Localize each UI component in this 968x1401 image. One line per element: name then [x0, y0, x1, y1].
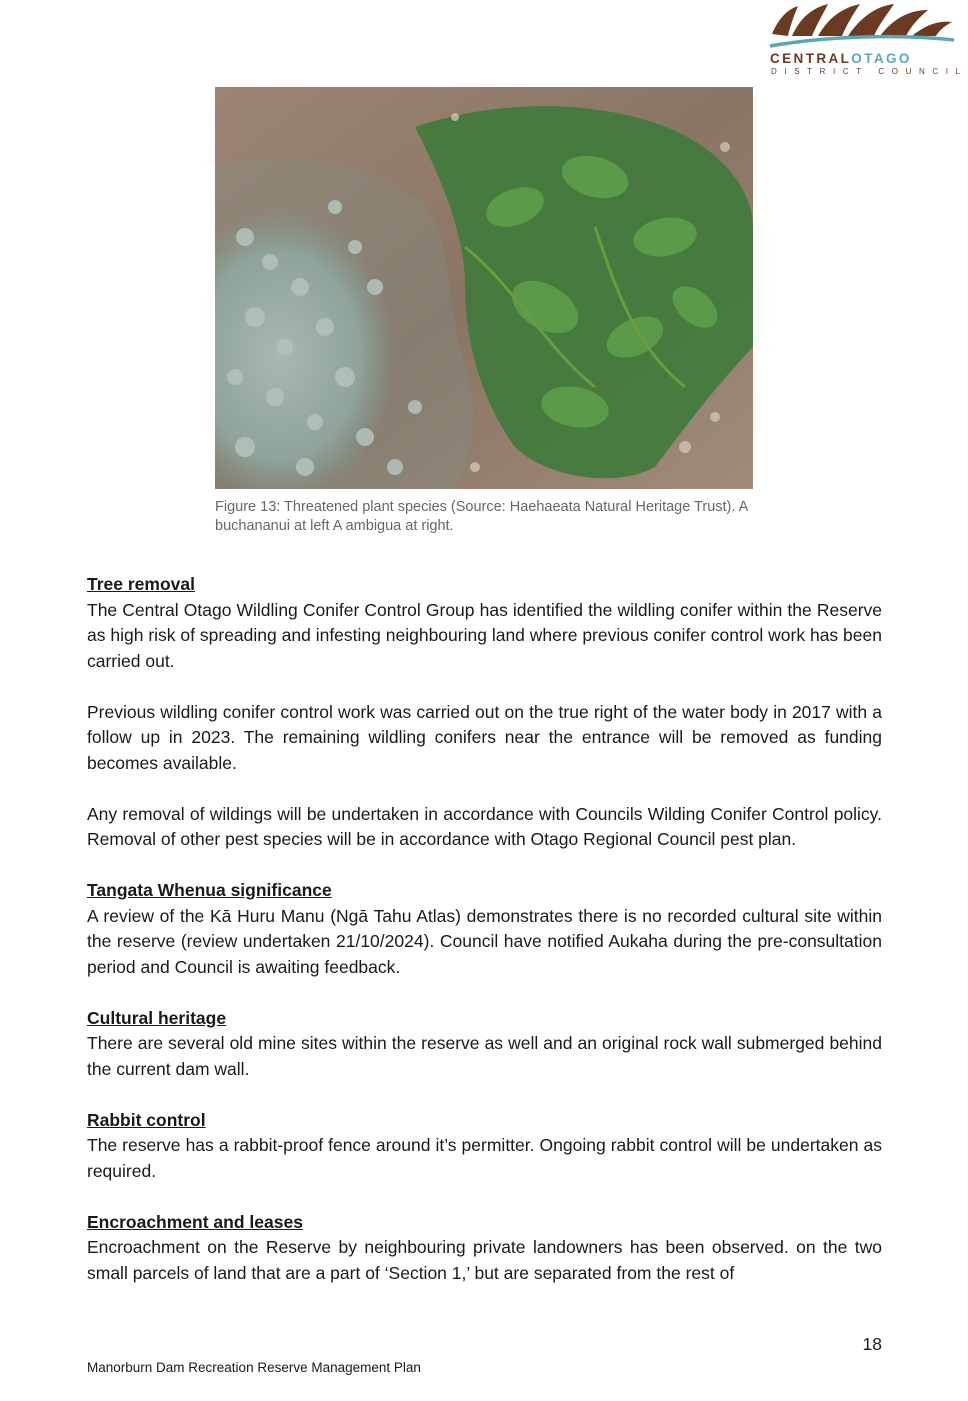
paragraph: Encroachment on the Reserve by neighbouring private landowners has been observed. on the two small parcels of land that are a part of ‘Section 1,’ but are separated from the rest of: [87, 1237, 882, 1283]
section-heading: Cultural heritage: [87, 1007, 227, 1028]
plants-photo-icon: [215, 87, 753, 489]
section-encroachment: [87, 1210, 882, 1287]
figure-caption: Figure 13: Threatened plant species (Source: Haehaeata Natural Heritage Trust). A buchananui at left A ambigua at right.: [215, 499, 748, 534]
paragraph: The Central Otago Wildling Conifer Control Group has identified the wildling conifer within the Reserve as high risk of spreading and infesting neighbouring land where previous conifer control work has been carried out.: [87, 599, 882, 671]
section-tree-removal: [87, 572, 882, 853]
section-heading: Encroachment and leases: [87, 1211, 303, 1232]
document-footer: Manorburn Dam Recreation Reserve Management Plan: [87, 1360, 421, 1375]
paragraph: There are several old mine sites within the reserve as well and an original rock wall submerged behind the current dam wall.: [87, 1033, 882, 1079]
council-logo: [768, 0, 968, 80]
page-number: 18: [862, 1334, 882, 1354]
paragraph: Any removal of wildings will be undertaken in accordance with Councils Wilding Conifer Control policy. Removal of other pest species will be in accordance with Otago Regional Council pest plan.: [87, 803, 882, 849]
paragraph: The reserve has a rabbit-proof fence around it’s permitter. Ongoing rabbit control will be undertaken as required.: [87, 1135, 882, 1181]
hills-logo-icon: [768, 0, 956, 52]
section-rabbit-control: [87, 1108, 882, 1185]
section-cultural-heritage: [87, 1006, 882, 1083]
logo-subtitle: DISTRICT COUNCIL: [771, 67, 968, 76]
logo-name: CENTRALOTAGO: [770, 51, 912, 66]
section-tangata-whenua: [87, 878, 882, 980]
document-body: [87, 572, 882, 1312]
threatened-plants-photo: [215, 87, 753, 489]
section-heading: Rabbit control: [87, 1109, 206, 1130]
paragraph: A review of the Kā Huru Manu (Ngā Tahu Atlas) demonstrates there is no recorded cultural site within the reserve (review undertaken 21/10/2024). Council have notified Aukaha during the pre-consultation period and Council is awaiting feedback.: [87, 905, 882, 977]
section-heading: Tangata Whenua significance: [87, 880, 332, 900]
section-heading: Tree removal: [87, 574, 195, 594]
paragraph: Previous wildling conifer control work was carried out on the true right of the water body in 2017 with a follow up in 2023. The remaining wildling conifers near the entrance will be removed as funding becomes available.: [87, 701, 882, 773]
